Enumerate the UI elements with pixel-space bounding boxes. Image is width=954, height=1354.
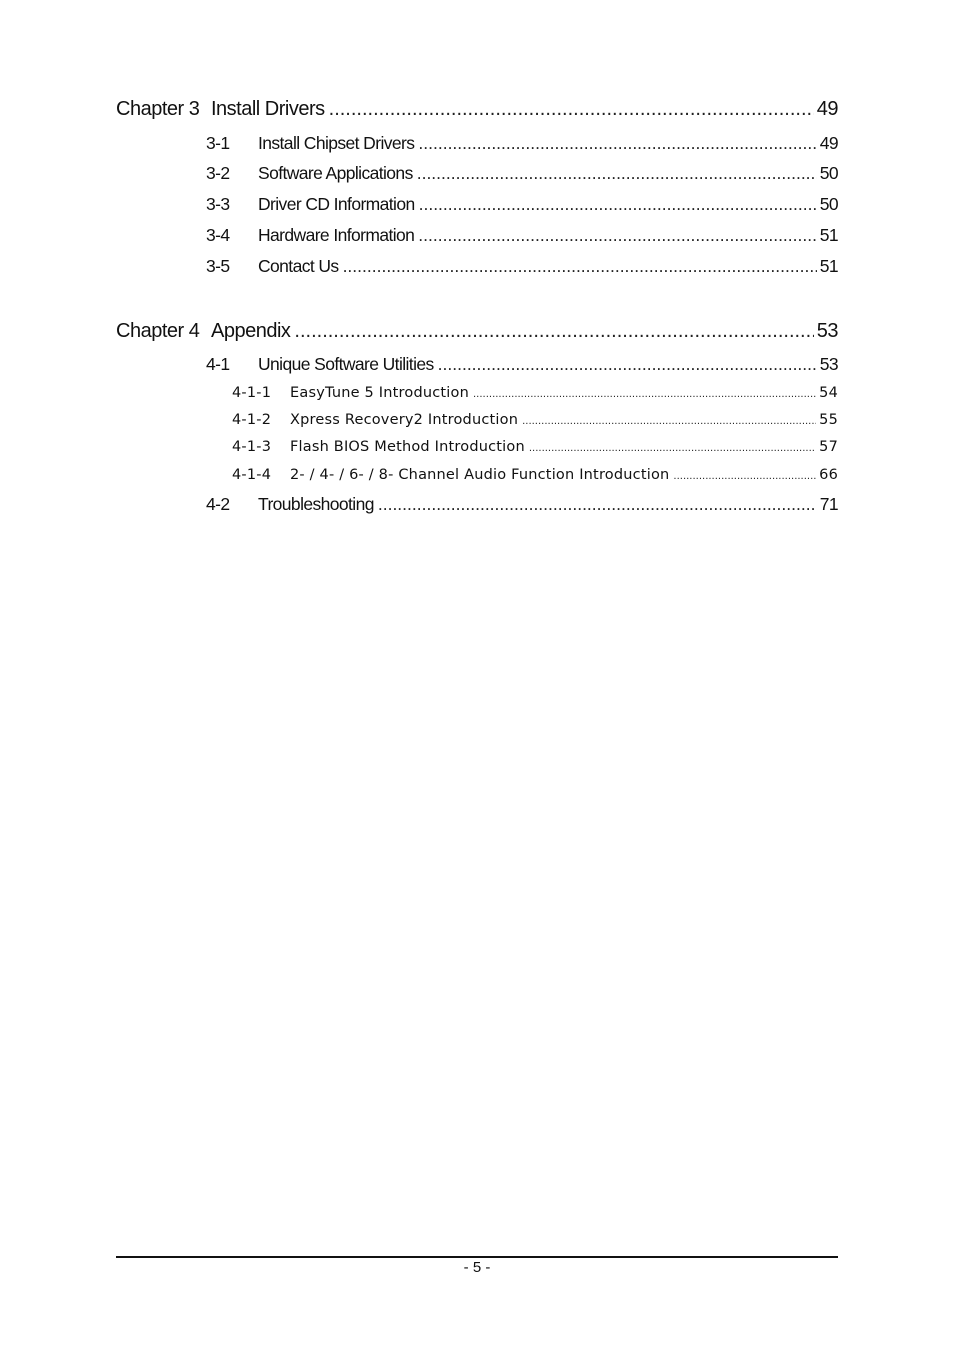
toc-section-title: Install Chipset Drivers [258,133,415,153]
toc-section-title: Unique Software Utilities [258,354,434,374]
toc-page-number: 54 [819,385,838,401]
toc-section-number: 3-4 [206,225,230,245]
toc-chapter-title: Install Drivers [211,98,325,120]
toc-dot-leader [438,354,817,375]
toc-page-number: 49 [819,133,838,153]
toc-section-number: 3-5 [206,256,230,276]
toc-page-number: 71 [819,494,838,514]
toc-section-title: Hardware Information [258,225,415,245]
toc-section-number: 3-2 [206,163,230,183]
toc-dot-leader [419,194,817,215]
toc-page-number: 53 [819,354,838,374]
toc-chapter-number: Chapter 3 [116,98,200,120]
toc-page-number: 51 [819,256,838,276]
toc-section-3-1[interactable] [206,133,838,154]
toc-dot-leader [529,443,816,454]
toc-page-number: 66 [819,467,838,483]
toc-dot-leader [522,416,816,427]
toc-dot-leader [418,225,816,246]
toc-section-number: 4-2 [206,494,230,514]
toc-subsection-4-1-3[interactable] [232,439,838,455]
toc-dot-leader [294,320,813,343]
toc-section-number: 3-1 [206,133,230,153]
toc-subsection-4-1-1[interactable] [232,385,838,401]
toc-dot-leader [343,256,817,277]
toc-page-number: 53 [816,320,838,342]
footer-page-number: - 5 - [463,1259,491,1276]
toc-subsection-4-1-2[interactable] [232,412,838,428]
toc-dot-leader [418,133,816,154]
toc-subsection-title: Xpress Recovery2 Introduction [290,412,519,428]
toc-section-3-4[interactable] [206,225,838,246]
toc-dot-leader [378,494,817,515]
toc-section-title: Software Applications [258,163,413,183]
toc-dot-leader [329,98,814,121]
toc-section-4-2[interactable] [206,494,838,515]
toc-section-title: Troubleshooting [258,494,374,514]
toc-section-number: 3-3 [206,194,230,214]
toc-section-3-5[interactable] [206,256,838,277]
toc-dot-leader [673,471,816,482]
toc-section-title: Driver CD Information [258,194,415,214]
toc-chapter-title: Appendix [211,320,291,342]
toc-section-number: 4-1 [206,354,230,374]
toc-subsection-4-1-4[interactable] [232,467,838,483]
toc-subsection-number: 4-1-2 [232,412,272,428]
toc-chapter-4[interactable] [116,320,838,343]
toc-section-4-1[interactable] [206,354,838,375]
toc-subsection-title: EasyTune 5 Introduction [290,385,469,401]
toc-subsection-number: 4-1-3 [232,439,272,455]
toc-page-number: 50 [819,194,838,214]
toc-dot-leader [417,163,817,184]
toc-subsection-number: 4-1-1 [232,385,272,401]
toc-page-number: 57 [819,439,838,455]
toc-section-3-3[interactable] [206,194,838,215]
toc-chapter-3[interactable] [116,98,838,121]
toc-page-number: 55 [819,412,838,428]
toc-subsection-title: 2- / 4- / 6- / 8- Channel Audio Function Introduction [290,467,670,483]
toc-page-number: 50 [819,163,838,183]
toc-chapter-number: Chapter 4 [116,320,200,342]
toc-dot-leader [473,389,816,400]
toc-subsection-number: 4-1-4 [232,467,272,483]
toc-page-number: 49 [816,98,838,120]
toc-section-3-2[interactable] [206,163,838,184]
toc-subsection-title: Flash BIOS Method Introduction [290,439,525,455]
footer-divider [116,1256,838,1258]
toc-page-number: 51 [819,225,838,245]
toc-section-title: Contact Us [258,256,339,276]
